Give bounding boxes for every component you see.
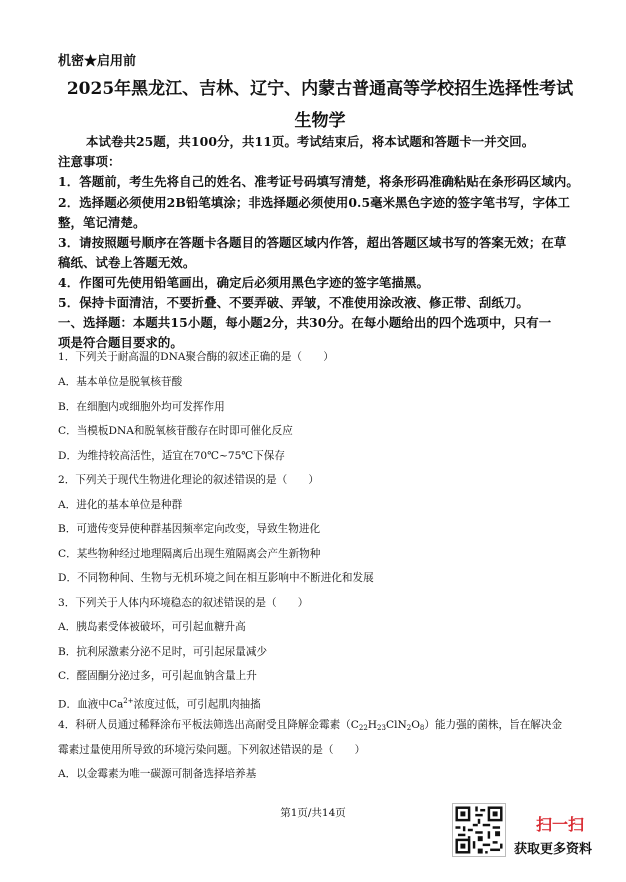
- section-heading: 项是符合题目要求的。: [58, 335, 183, 350]
- scan-promo[interactable]: [510, 812, 610, 858]
- qr-code[interactable]: [452, 803, 506, 857]
- scan-subtitle: 获取更多资料: [514, 842, 593, 857]
- question-option: A．以金霉素为唯一碳源可制备选择培养基: [58, 768, 257, 780]
- note-line: 5．保持卡面清洁，不要折叠、不要弄破、弄皱，不准使用涂改液、修正带、刮纸刀。: [58, 295, 529, 310]
- note-line: 4．作图可先使用铅笔画出，确定后必须用黑色字迹的签字笔描黑。: [58, 275, 429, 290]
- question-option: C．某些物种经过地理隔离后出现生殖隔离会产生新物种: [58, 548, 321, 560]
- qr-code-icon: [453, 804, 505, 856]
- subject-title: 生物学: [294, 111, 346, 131]
- note-line: 3．请按照题号顺序在答题卡各题目的答题区域内作答，超出答题区域书写的答案无效；在草: [58, 235, 567, 250]
- question-option: C．醛固酮分泌过多，可引起血钠含量上升: [58, 670, 257, 682]
- question-option: D．为维持较高活性，适宜在70℃~75℃下保存: [58, 450, 285, 462]
- question-option: A．胰岛素受体被破坏，可引起血糖升高: [58, 621, 246, 633]
- note-line: 2．选择题必须使用2B铅笔填涂；非选择题必须使用0.5毫米黑色字迹的签字笔书写，字体工: [58, 195, 571, 210]
- page-number: 第1页/共14页: [280, 807, 346, 819]
- note-line: 稿纸、试卷上答题无效。: [58, 255, 196, 270]
- question-stem: 1．下列关于耐高温的DNA聚合酶的叙述正确的是（ ）: [58, 351, 334, 363]
- question-option: D．不同物种间、生物与无机环境之间在相互影响中不断进化和发展: [58, 572, 374, 584]
- intro-text: 本试卷共25题，共100分，共11页。考试结束后，将本试题和答题卡一并交回。: [86, 134, 535, 149]
- note-line: 整，笔记清楚。: [58, 215, 146, 230]
- question-option: A．进化的基本单位是种群: [58, 499, 183, 511]
- question-option: A．基本单位是脱氧核苷酸: [58, 376, 183, 388]
- note-line: 1．答题前，考生先将自己的姓名、准考证号码填写清楚，将条形码准确粘贴在条形码区域内。: [58, 174, 579, 189]
- question-option: B．抗利尿激素分泌不足时，可引起尿量减少: [58, 646, 268, 658]
- question-stem: 4．科研人员通过稀释涂布平板法筛选出高耐受且降解金霉素（C22H23ClN2O8）能力强的菌株，旨在解决金: [58, 719, 563, 732]
- exam-title: 2025年黑龙江、吉林、辽宁、内蒙古普通高等学校招生选择性考试: [66, 79, 574, 99]
- section-heading: 一、选择题：本题共15小题，每小题2分，共30分。在每小题给出的四个选项中，只有一: [58, 315, 552, 330]
- question-stem: 2．下列关于现代生物进化理论的叙述错误的是（ ）: [58, 474, 319, 486]
- question-option: D．血液中$Ca^{2+}$浓度过低，可引起肌肉抽搐: [58, 697, 261, 711]
- question-stem: 3．下列关于人体内环境稳态的叙述错误的是（ ）: [58, 597, 309, 609]
- secret-mark: 机密★启用前: [58, 54, 137, 69]
- question-stem: 霉素过量使用所导致的环境污染问题。下列叙述错误的是（ ）: [58, 744, 366, 756]
- notes-heading: 注意事项：: [58, 154, 121, 169]
- scan-title: 扫一扫: [536, 815, 585, 834]
- question-option: B．可遗传变异使种群基因频率定向改变，导致生物进化: [58, 523, 321, 535]
- question-option: B．在细胞内或细胞外均可发挥作用: [58, 401, 225, 413]
- question-option: C．当模板DNA和脱氧核苷酸存在时即可催化反应: [58, 425, 293, 437]
